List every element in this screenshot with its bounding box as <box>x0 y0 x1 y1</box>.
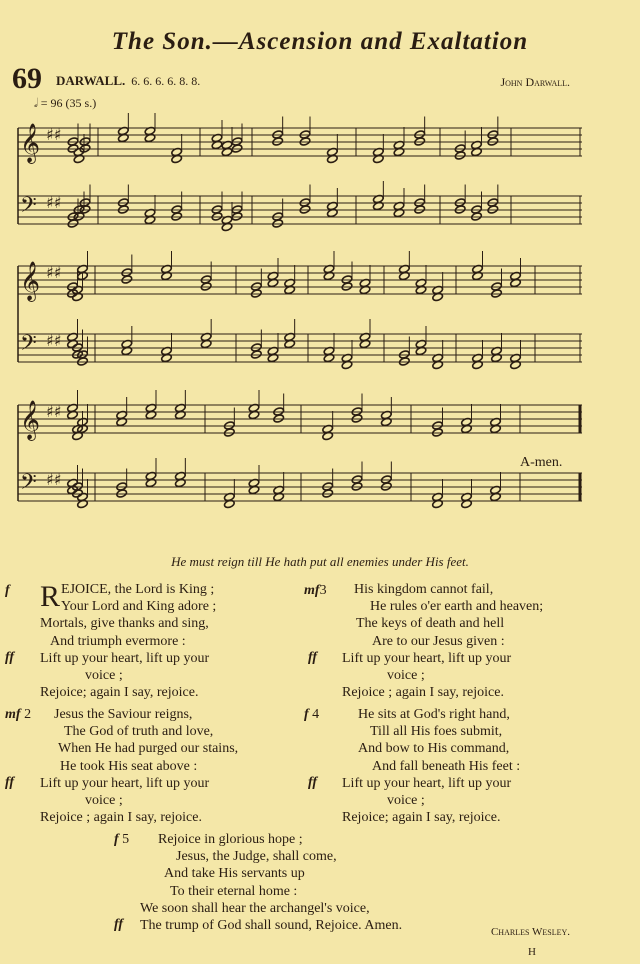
stanza-line: voice ; <box>85 793 123 809</box>
stanza-line: voice ; <box>387 668 425 684</box>
stanza-line: His kingdom cannot fail, <box>354 582 494 597</box>
stanza-line: And take His servants up <box>164 866 305 882</box>
stanza-number: 3 <box>319 583 327 598</box>
key-signature-sharp-icon: ♯♯ <box>46 402 62 421</box>
author: Charles Wesley. <box>490 926 570 938</box>
stanza-line: voice ; <box>85 668 123 684</box>
stanza-line: And fall beneath His feet : <box>372 758 521 774</box>
tune-line <box>56 73 200 89</box>
half-note-icon: 𝅗𝅥 <box>34 96 38 110</box>
tempo-text: = 96 (35 s.) <box>40 96 97 110</box>
dynamic-mark <box>304 707 319 723</box>
signature-mark: H <box>528 946 536 958</box>
stanza-number: 4 <box>312 707 320 722</box>
treble-clef-icon: 𝄞 <box>20 123 41 163</box>
stanza-line: Till all His foes submit, <box>370 724 503 740</box>
key-signature-sharp-icon: ♯♯ <box>46 125 62 144</box>
bass-clef-icon: 𝄢 <box>20 470 37 500</box>
key-signature-sharp-icon: ♯♯ <box>46 263 62 282</box>
key-signature-sharp-icon: ♯♯ <box>46 331 62 350</box>
stanza-line: Your Lord and King adore ; <box>61 599 217 615</box>
stanza-line: Lift up your heart, lift up your <box>342 775 512 791</box>
tempo-marking <box>34 96 96 111</box>
stanza-2 <box>40 706 310 826</box>
stanza-line: He sits at God's right hand, <box>358 707 510 722</box>
treble-clef-icon: 𝄞 <box>20 261 41 301</box>
stanza-line: Lift up your heart, lift up your <box>40 775 210 791</box>
amen-label: A-men. <box>520 455 563 470</box>
dynamic-text: f <box>304 707 309 722</box>
dynamic-text: mf <box>304 583 320 598</box>
dynamic-mark: ff <box>114 917 124 932</box>
bass-clef-icon: 𝄢 <box>20 331 37 361</box>
stanza-line: EJOICE, the Lord is King ; <box>61 582 215 597</box>
stanza-line: voice ; <box>387 793 425 809</box>
stanza-line: He rules o'er earth and heaven; <box>370 599 544 615</box>
meter: 6. 6. 6. 6. 8. 8. <box>131 74 201 88</box>
hymn-number: 69 <box>12 62 42 95</box>
tune-name: DARWALL. <box>56 73 126 88</box>
stanza-line: Jesus, the Judge, shall come, <box>176 849 337 865</box>
key-signature-sharp-icon: ♯♯ <box>46 193 62 212</box>
stanza-number: 2 <box>24 707 32 722</box>
stanza-number: 5 <box>122 832 130 847</box>
bass-clef-icon: 𝄢 <box>20 193 37 223</box>
stanza-line: Are to our Jesus given : <box>372 633 505 649</box>
stanza-line: Jesus the Saviour reigns, <box>54 707 193 722</box>
stanza-line: When He had purged our stains, <box>58 741 239 757</box>
stanza-line: The trump of God shall sound, Rejoice. Amen. <box>140 918 403 934</box>
stanza-4 <box>342 706 632 826</box>
stanza-line: Rejoice ; again I say, rejoice. <box>342 685 504 701</box>
stanza-line: Rejoice; again I say, rejoice. <box>40 685 199 701</box>
stanza-3 <box>342 581 632 701</box>
composer: John Darwall. <box>500 75 570 89</box>
dynamic-mark: f <box>5 583 10 598</box>
drop-cap: R <box>40 580 61 613</box>
dynamic-text: mf <box>5 707 21 722</box>
stanza-line: Lift up your heart, lift up your <box>40 650 210 666</box>
stanza-line: Lift up your heart, lift up your <box>342 650 512 666</box>
stanza-line: Rejoice; again I say, rejoice. <box>342 810 501 826</box>
stanza-line: And triumph evermore : <box>50 633 186 649</box>
dynamic-mark <box>114 832 129 848</box>
stanza-1 <box>40 581 310 701</box>
stanza-line: He took His seat above : <box>60 758 198 774</box>
scripture-text: He must reign till He hath put all enemies under His feet. <box>171 554 469 569</box>
key-signature-sharp-icon: ♯♯ <box>46 470 62 489</box>
stanza-line: Rejoice in glorious hope ; <box>158 832 303 847</box>
stanza-line: To their eternal home : <box>170 883 298 899</box>
stanza-line: The God of truth and love, <box>64 724 214 740</box>
dynamic-mark: ff <box>5 650 15 665</box>
dynamic-mark: ff <box>308 650 318 665</box>
stanza-line: And bow to His command, <box>358 741 510 757</box>
stanza-line: Rejoice ; again I say, rejoice. <box>40 810 202 826</box>
dynamic-mark <box>5 707 31 723</box>
stanza-line: Mortals, give thanks and sing, <box>40 616 209 632</box>
stanza-5 <box>140 831 600 934</box>
dynamic-mark <box>304 583 327 599</box>
dynamic-mark: ff <box>5 775 15 790</box>
treble-clef-icon: 𝄞 <box>20 400 41 440</box>
stanza-line: The keys of death and hell <box>356 616 505 632</box>
dynamic-mark: ff <box>308 775 318 790</box>
page-title: The Son.—Ascension and Exaltation <box>111 28 529 55</box>
dynamic-text: f <box>114 832 119 847</box>
stanza-line: We soon shall hear the archangel's voice, <box>140 900 370 916</box>
